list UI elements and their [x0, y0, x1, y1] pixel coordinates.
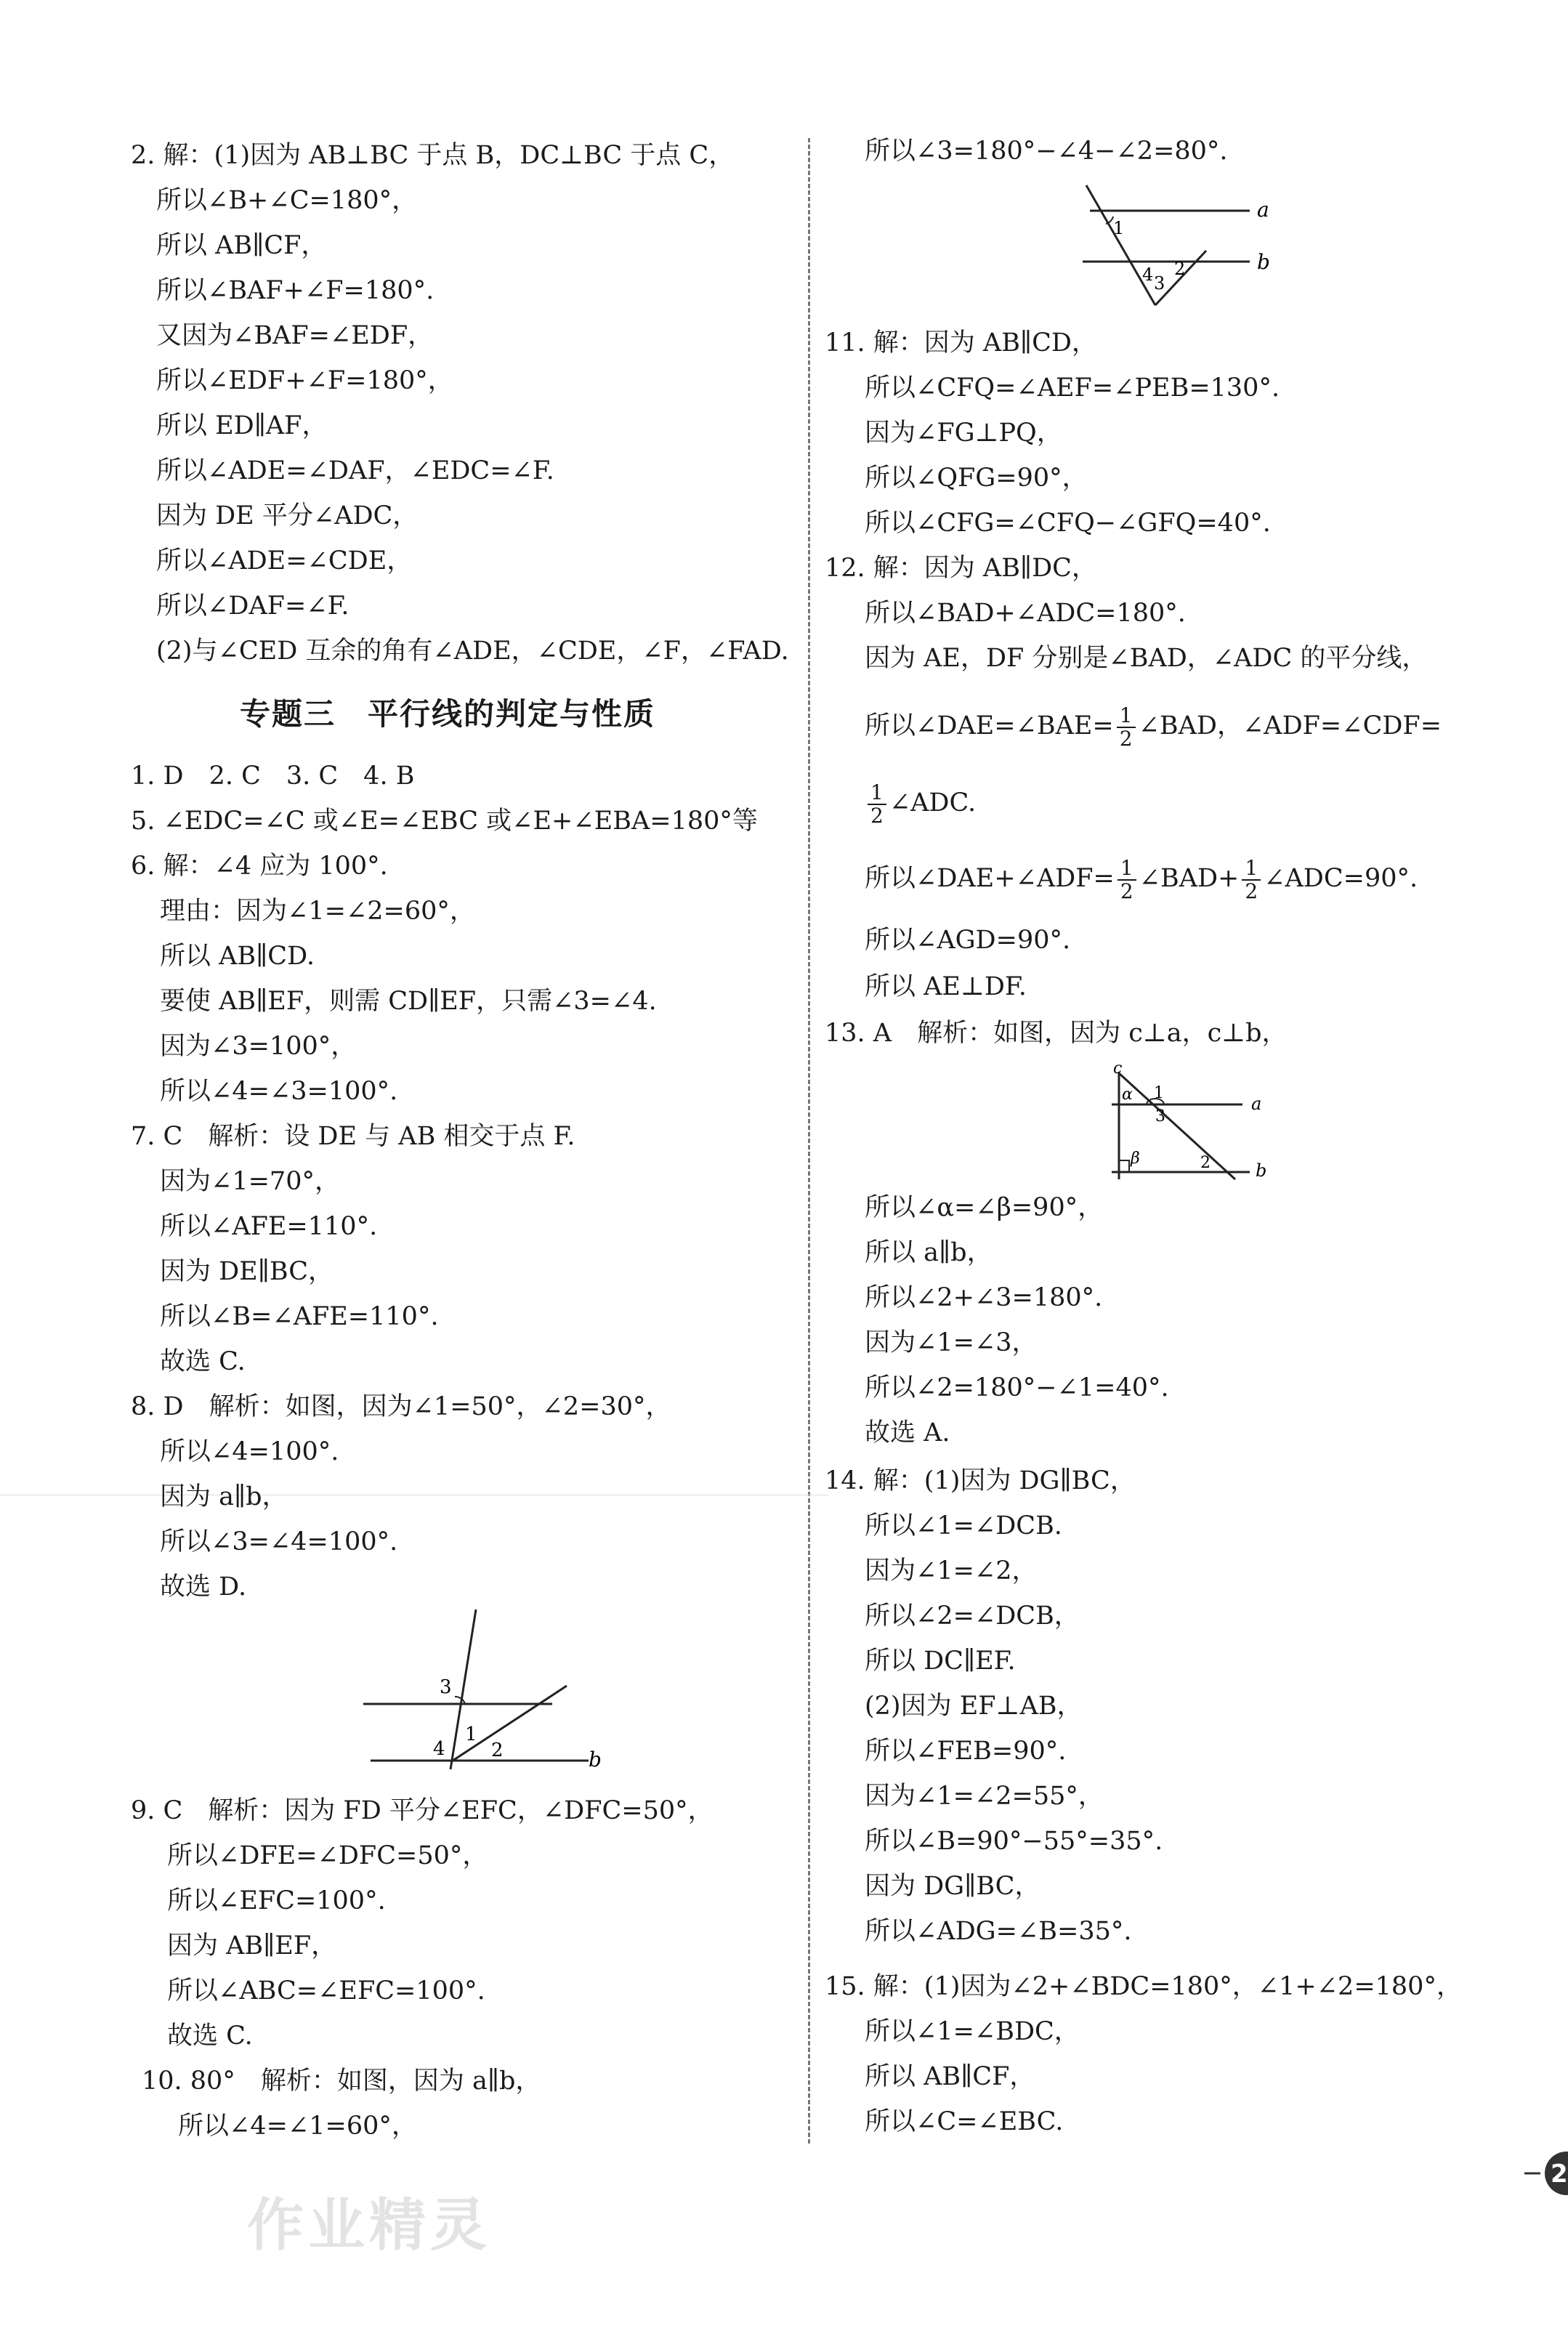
q2-line-6: 所以 ED∥AF，	[156, 411, 328, 440]
q8-line-4: 故选 D.	[160, 1572, 247, 1601]
q6-line-2: 所以 AB∥CD.	[160, 942, 315, 971]
q13-line-4: 因为∠1=∠3，	[865, 1328, 1038, 1357]
q12-formula-1-a: 所以∠DAE=∠BAE=	[865, 711, 1114, 740]
q10-cont: 所以∠3=180°−∠4−∠2=80°.	[865, 137, 1228, 166]
q9-line-2: 所以∠EFC=100°.	[167, 1886, 386, 1915]
q14-line-8: 所以∠B=90°−55°=35°.	[865, 1827, 1163, 1856]
fig10-label-3: 3	[1154, 273, 1165, 294]
q14-line-7: 因为∠1=∠2=55°，	[865, 1782, 1104, 1811]
q8-line-2: 因为 a∥b，	[160, 1482, 288, 1511]
q12-formula-3: 所以∠DAE+∠ADF= $\frac{1}{2}$ ∠BAD+ $\frac{1}{2}$ ∠ADC=90°.	[865, 855, 1418, 903]
q12-line-2: 因为 AE，DF 分别是∠BAD，∠ADC 的平分线，	[865, 644, 1428, 673]
q2-line-4: 又因为∠BAF=∠EDF，	[156, 321, 434, 350]
answers-1-4: 1. D 2. C 3. C 4. B	[131, 762, 415, 791]
q6-line-3: 要使 AB∥EF，则需 CD∥EF，只需∠3=∠4.	[160, 987, 657, 1016]
figure-q13	[1097, 1065, 1286, 1181]
fig10-label-4: 4	[1142, 264, 1154, 285]
q2-line-9: 所以∠ADE=∠CDE，	[156, 546, 413, 575]
q12-line-0: 12. 解：因为 AB∥DC，	[825, 554, 1097, 583]
fig8-label-3: 3	[440, 1676, 452, 1698]
q11-line-1: 所以∠CFQ=∠AEF=∠PEB=130°.	[865, 373, 1280, 403]
q9-line-5: 故选 C.	[167, 2021, 253, 2051]
fig13-label-3: 3	[1155, 1107, 1165, 1126]
q13-line-6: 故选 A.	[865, 1418, 950, 1447]
q10-line-0: 10. 80° 解析：如图，因为 a∥b，	[142, 2067, 541, 2096]
q11-line-2: 因为∠FG⊥PQ，	[865, 419, 1062, 448]
fraction-half: $\frac{1}{2}$	[1242, 857, 1261, 902]
q8-line-0: 8. D 解析：如图，因为∠1=50°，∠2=30°，	[131, 1392, 671, 1421]
q13-line-3: 所以∠2+∠3=180°.	[865, 1283, 1103, 1312]
fig10-label-a: a	[1257, 198, 1269, 222]
q9-line-0: 9. C 解析：因为 FD 平分∠EFC，∠DFC=50°，	[131, 1796, 714, 1825]
q7-line-3: 因为 DE∥BC，	[160, 1257, 334, 1286]
q15-line-2: 所以 AB∥CF，	[865, 2062, 1035, 2091]
q2-line-7: 所以∠ADE=∠DAF，∠EDC=∠F.	[156, 456, 554, 485]
q12-formula-2: $\frac{1}{2}$ ∠ADC.	[865, 777, 976, 828]
figure-q10	[1075, 182, 1293, 312]
q7-line-1: 因为∠1=70°，	[160, 1167, 340, 1196]
q12-formula-1	[865, 700, 1442, 751]
fig10-label-1: 1	[1113, 218, 1125, 238]
q2-line-1: 所以∠B+∠C=180°，	[156, 186, 418, 215]
q14-line-0: 14. 解：(1)因为 DG∥BC，	[825, 1466, 1136, 1495]
q13-line-0: 13. A 解析：如图，因为 c⊥a，c⊥b，	[825, 1019, 1288, 1048]
q2-line-10: 所以∠DAF=∠F.	[156, 591, 349, 621]
q12-end-0: 所以∠AGD=90°.	[865, 926, 1071, 955]
q12-line-1: 所以∠BAD+∠ADC=180°.	[865, 599, 1186, 628]
watermark: 作业精灵	[247, 2193, 492, 2258]
q6-line-0: 6. 解：∠4 应为 100°.	[131, 852, 388, 881]
q12-end-1: 所以 AE⊥DF.	[865, 972, 1027, 1001]
q14-line-5: (2)因为 EF⊥AB，	[865, 1692, 1083, 1721]
q14-line-4: 所以 DC∥EF.	[865, 1647, 1016, 1676]
q8-line-3: 所以∠3=∠4=100°.	[160, 1527, 398, 1556]
fraction-half: $\frac{1}{2}$	[1117, 705, 1136, 750]
q13-line-1: 所以∠α=∠β=90°，	[865, 1193, 1104, 1222]
q13-line-2: 所以 a∥b，	[865, 1238, 993, 1267]
q14-line-2: 因为∠1=∠2，	[865, 1556, 1038, 1585]
fig10-label-b: b	[1257, 250, 1270, 274]
section-title: 专题三 平行线的判定与性质	[240, 696, 656, 732]
q7-line-4: 所以∠B=∠AFE=110°.	[160, 1302, 439, 1331]
q7-line-2: 所以∠AFE=110°.	[160, 1212, 378, 1241]
fig10-label-2: 2	[1174, 259, 1186, 279]
page-badge-shape	[1524, 2147, 1568, 2198]
page-number-badge	[1524, 2147, 1568, 2198]
column-divider	[808, 138, 810, 2144]
q9-line-1: 所以∠DFE=∠DFC=50°，	[167, 1841, 488, 1870]
answer-5: 5. ∠EDC=∠C 或∠E=∠EBC 或∠E+∠EBA=180°等	[131, 807, 758, 836]
q14-line-9: 因为 DG∥BC，	[865, 1872, 1040, 1901]
q7-line-0: 7. C 解析：设 DE 与 AB 相交于点 F.	[131, 1122, 575, 1151]
q2-line-0: 2. 解：(1)因为 AB⊥BC 于点 B，DC⊥BC 于点 C，	[131, 141, 735, 170]
q7-line-5: 故选 C.	[160, 1347, 246, 1376]
fig13-label-c: c	[1113, 1065, 1123, 1078]
q11-line-3: 所以∠QFG=90°，	[865, 464, 1088, 493]
q13-line-5: 所以∠2=180°−∠1=40°.	[865, 1373, 1169, 1402]
fig13-label-b: b	[1256, 1160, 1267, 1181]
q10-line-1: 所以∠4=∠1=60°，	[178, 2112, 417, 2141]
q14-line-1: 所以∠1=∠DCB.	[865, 1511, 1062, 1540]
fig13-label-alpha: α	[1122, 1086, 1133, 1104]
q9-line-3: 因为 AB∥EF，	[167, 1931, 337, 1960]
q12-formula-1-b: ∠BAD，∠ADF=∠CDF=	[1138, 711, 1442, 740]
page-number: 2	[1551, 2160, 1568, 2189]
fig13-label-2: 2	[1200, 1154, 1211, 1172]
fraction-half: $\frac{1}{2}$	[1118, 857, 1136, 902]
q15-line-1: 所以∠1=∠BDC，	[865, 2017, 1080, 2046]
fig8-label-b: b	[589, 1748, 602, 1772]
fraction-half: $\frac{1}{2}$	[868, 782, 886, 827]
q15-line-0: 15. 解：(1)因为∠2+∠BDC=180°，∠1+∠2=180°，	[825, 1972, 1462, 2001]
q2-line-8: 因为 DE 平分∠ADC，	[156, 501, 419, 530]
fig13-label-beta: β	[1131, 1150, 1140, 1168]
q2-line-3: 所以∠BAF+∠F=180°.	[156, 276, 435, 305]
q14-line-6: 所以∠FEB=90°.	[865, 1737, 1067, 1766]
q6-line-4: 因为∠3=100°，	[160, 1032, 357, 1061]
q8-line-1: 所以∠4=100°.	[160, 1437, 339, 1466]
fig8-label-1: 1	[465, 1724, 477, 1745]
q11-line-4: 所以∠CFG=∠CFQ−∠GFQ=40°.	[865, 509, 1271, 538]
fig8-label-4: 4	[433, 1738, 445, 1760]
q2-line-5: 所以∠EDF+∠F=180°，	[156, 366, 453, 395]
q11-line-0: 11. 解：因为 AB∥CD，	[825, 328, 1097, 357]
fig13-label-1: 1	[1154, 1084, 1164, 1102]
fig8-label-2: 2	[491, 1740, 504, 1761]
fig13-label-a: a	[1251, 1094, 1262, 1114]
q2-line-2: 所以 AB∥CF，	[156, 231, 327, 260]
q6-line-1: 理由：因为∠1=∠2=60°，	[160, 897, 475, 926]
q2-line-11: (2)与∠CED 互余的角有∠ADE，∠CDE，∠F，∠FAD.	[156, 637, 789, 666]
q15-line-3: 所以∠C=∠EBC.	[865, 2107, 1064, 2136]
figure-q8	[349, 1602, 610, 1777]
q14-line-10: 所以∠ADG=∠B=35°.	[865, 1917, 1132, 1946]
q6-line-5: 所以∠4=∠3=100°.	[160, 1077, 398, 1106]
q9-line-4: 所以∠ABC=∠EFC=100°.	[167, 1976, 485, 2005]
q14-line-3: 所以∠2=∠DCB，	[865, 1601, 1080, 1631]
